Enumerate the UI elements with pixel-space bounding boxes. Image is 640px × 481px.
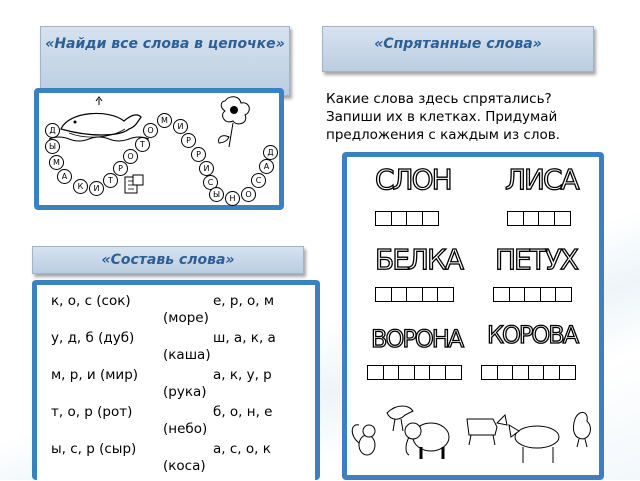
chain-letter: Т bbox=[103, 173, 118, 188]
chain-letter: О bbox=[241, 187, 256, 202]
animals-illustration bbox=[347, 385, 599, 481]
hidden-word-image: СЛОН bbox=[375, 163, 451, 196]
chain-letter: А bbox=[259, 159, 274, 174]
chain-letter: О bbox=[143, 123, 158, 138]
word-row-answer: (коса) bbox=[163, 458, 206, 474]
answer-cell bbox=[523, 211, 540, 226]
chain-header-text: «Найди все слова в цепочке» bbox=[45, 36, 285, 52]
word-row-answer: (каша) bbox=[163, 347, 211, 363]
chain-letter: О bbox=[123, 149, 138, 164]
chain-letter: И bbox=[173, 119, 188, 134]
hidden-word-image: БЕЛКА bbox=[375, 243, 462, 276]
answer-cell bbox=[540, 287, 557, 302]
word-row-right: е, р, о, м bbox=[213, 293, 275, 309]
word-row-right: а, к, у, р bbox=[213, 367, 272, 383]
answer-cell bbox=[375, 211, 392, 226]
answer-cell bbox=[481, 365, 498, 380]
chain-letter: М bbox=[49, 155, 64, 170]
hidden-words-header-text: «Спрятанные слова» bbox=[374, 36, 542, 52]
word-row-left: м, р, и (мир) bbox=[51, 367, 139, 383]
answer-cell bbox=[507, 211, 524, 226]
chain-letter: С bbox=[203, 175, 218, 190]
answer-cells bbox=[367, 365, 460, 380]
hidden-words-description bbox=[326, 90, 616, 144]
answer-cells bbox=[375, 287, 453, 302]
answer-cell bbox=[543, 365, 560, 380]
answer-cells bbox=[481, 365, 574, 380]
word-row-answer: (рука) bbox=[163, 384, 207, 400]
compose-words-header bbox=[32, 246, 304, 274]
chain-letter: Н bbox=[225, 191, 240, 206]
chain-letter: И bbox=[199, 161, 214, 176]
answer-cell bbox=[559, 365, 576, 380]
answer-cell bbox=[383, 365, 400, 380]
description-line: предложения с каждым из слов. bbox=[326, 127, 560, 143]
answer-cell bbox=[398, 365, 415, 380]
word-chain-puzzle-image bbox=[34, 88, 284, 210]
chain-header bbox=[40, 26, 290, 96]
answer-cell bbox=[391, 287, 408, 302]
answer-cell bbox=[375, 287, 392, 302]
answer-cell bbox=[406, 287, 423, 302]
chain-letter: С bbox=[251, 173, 266, 188]
hidden-words-image bbox=[342, 152, 604, 480]
compose-words-panel bbox=[32, 280, 320, 480]
answer-cell bbox=[391, 211, 408, 226]
chain-letter: Ы bbox=[45, 139, 60, 154]
answer-cell bbox=[493, 287, 510, 302]
chain-letter: А bbox=[57, 169, 72, 184]
word-row-right: б, о, н, е bbox=[213, 404, 273, 420]
hidden-word-image: ПЕТУХ bbox=[495, 243, 578, 276]
word-row-left: ы, с, р (сыр) bbox=[51, 441, 137, 457]
chain-letter: К bbox=[73, 179, 88, 194]
word-row-right: ш, а, к, а bbox=[213, 330, 276, 346]
answer-cell bbox=[555, 287, 572, 302]
answer-cells bbox=[507, 211, 569, 226]
word-row-answer: (небо) bbox=[163, 421, 208, 437]
hidden-word-image: ВОРОНА bbox=[371, 325, 463, 353]
chain-letter: Р bbox=[113, 161, 128, 176]
answer-cell bbox=[538, 211, 555, 226]
answer-cell bbox=[528, 365, 545, 380]
answer-cell bbox=[422, 287, 439, 302]
answer-cells bbox=[375, 211, 437, 226]
chain-letter: Ы bbox=[209, 187, 224, 202]
word-row-left: к, о, с (сок) bbox=[51, 293, 131, 309]
answer-cell bbox=[437, 287, 454, 302]
answer-cell bbox=[509, 287, 526, 302]
answer-cell bbox=[429, 365, 446, 380]
answer-cell bbox=[524, 287, 541, 302]
description-line: Запиши их в клетках. Придумай bbox=[326, 109, 558, 125]
word-row-left: т, о, р (рот) bbox=[51, 404, 133, 420]
answer-cell bbox=[406, 211, 423, 226]
word-row-right: а, с, о, к bbox=[213, 441, 271, 457]
hidden-word-image: КОРОВА bbox=[487, 321, 578, 349]
answer-cell bbox=[445, 365, 462, 380]
word-row-answer: (море) bbox=[163, 310, 209, 326]
answer-cell bbox=[367, 365, 384, 380]
chain-letter: Т bbox=[135, 137, 150, 152]
answer-cell bbox=[422, 211, 439, 226]
answer-cell bbox=[414, 365, 431, 380]
answer-cell bbox=[512, 365, 529, 380]
hidden-words-header bbox=[322, 26, 594, 72]
answer-cells bbox=[493, 287, 571, 302]
answer-cell bbox=[497, 365, 514, 380]
description-line: Какие слова здесь спрятались? bbox=[326, 91, 552, 107]
chain-letter: М bbox=[157, 113, 172, 128]
word-row-left: у, д, б (дуб) bbox=[51, 330, 135, 346]
chain-letter: И bbox=[89, 181, 104, 196]
chain-letter: Р bbox=[191, 147, 206, 162]
chain-letter: Д bbox=[263, 145, 278, 160]
chain-letter: Д bbox=[45, 123, 60, 138]
compose-words-header-text: «Составь слова» bbox=[101, 252, 235, 268]
answer-cell bbox=[554, 211, 571, 226]
hidden-word-image: ЛИСА bbox=[505, 163, 578, 196]
chain-letter: Р bbox=[181, 133, 196, 148]
